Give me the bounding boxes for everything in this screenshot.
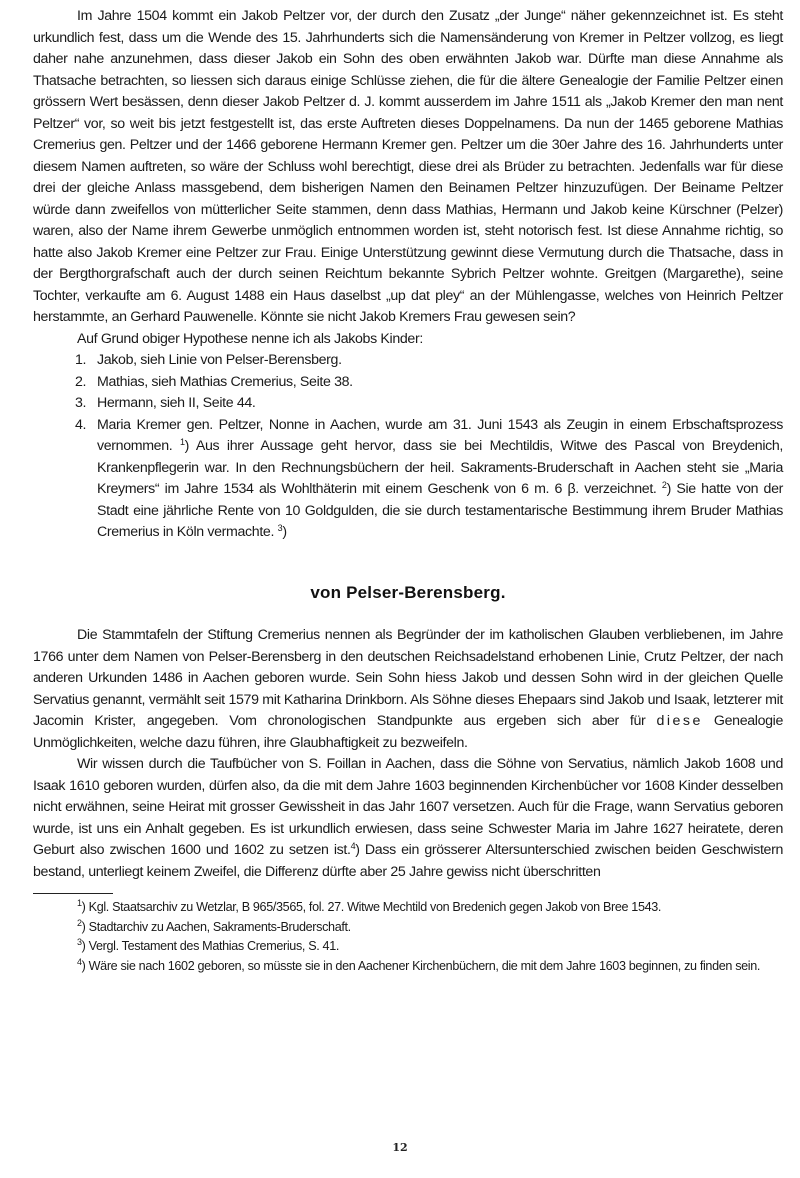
footnote xyxy=(33,898,783,918)
list-item xyxy=(33,372,783,394)
list-number: 4. xyxy=(75,416,87,433)
footnote-mark: 3 xyxy=(77,937,82,947)
footnote xyxy=(33,957,783,977)
footnote-divider xyxy=(33,893,113,894)
document-page xyxy=(33,6,783,976)
footnote xyxy=(33,918,783,938)
footnote-text: ) Wäre sie nach 1602 geboren, so müsste sie in den Aachener Kirchenbüchern, die mit dem Jahre 1603 beginnen, zu finden sein. xyxy=(81,958,761,973)
list-number: 1. xyxy=(75,352,87,368)
emphasized-word: diese xyxy=(656,713,703,729)
list-text: Maria Kremer gen. Peltzer, Nonne in Aachen, wurde am 31. Juni 1543 als Zeugin in einem Erbschaftsprozess vernommen. xyxy=(97,416,783,454)
paragraph-stammtafeln xyxy=(33,625,783,754)
footnote-text: ) Vergl. Testament des Mathias Cremerius, S. 41. xyxy=(81,939,340,953)
footnote-mark: 4 xyxy=(77,956,82,967)
footnote-ref[interactable]: 4 xyxy=(350,841,356,851)
list-text: ) Aus ihrer Aussage geht hervor, dass sie bei Mechtildis, Witwe des Pascal von Breydenich, Krankenpflegerin war. In den Rechnungsbüchern der heil. Sakraments-Bruderschaft in Aachen steht sie „Maria Kreymers“ im Jahre 1534 als Wohlthäterin mit einem Geschenk von 6 m. 6 β. verzeichnet. xyxy=(97,438,783,497)
list-text: ) xyxy=(282,524,287,540)
paragraph-text: Wir wissen durch die Taufbücher von S. Foillan in Aachen, dass die Söhne von Servatius, nämlich Jakob 1608 und Isaak 1610 geboren wurden, dürfen also, da die mit dem Jahre 1603 beginnenden Kirchenbücher vor 1608 Kinder desselben nicht erwähnen, seine Heirat mit grosser Gewissheit in das Jahr 1607 versetzen. Auch für die Frage, wann Servatius geboren wurde, ist uns ein Anhalt gegeben. Es ist urkundlich erwiesen, dass seine Schwester Maria im Jahre 1627 heiratete, deren Geburt also zwischen 1600 und 1602 zu setzen ist. xyxy=(33,756,783,858)
list-text: Hermann, sieh II, Seite 44. xyxy=(97,395,256,411)
list-number: 2. xyxy=(75,373,87,390)
footnote-mark: 2 xyxy=(77,917,82,928)
section-heading: von Pelser-Berensberg. xyxy=(310,582,506,602)
footnote-ref[interactable]: 1 xyxy=(180,437,185,447)
page-number: 12 xyxy=(392,1141,408,1154)
list-item xyxy=(33,350,783,372)
paragraph-text: Die Stammtafeln der Stiftung Cremerius nennen als Begründer der im katholischen Glauben verbliebenen, im Jahre 1766 unter dem Namen von Pelser-Berensberg in den deutschen Reichsadelstand erhobenen Linie, Crutz Peltzer, der nach anderen Urkunden 1486 in Aachen geboren wurde. Sein Sohn hiess Jakob und dessen Sohn wird in der gleichen Quelle Servatius genannt, vermählt seit 1579 mit Katharina Drinkborn. Als Söhne dieses Ehepaars sind Jakob und Isaak, letzterer mit Jacomin Krister, angegeben. Vom chronologischen Standpunkte aus ergeben sich aber für xyxy=(33,627,783,729)
list-text: Mathias, sieh Mathias Cremerius, Seite 38. xyxy=(97,373,353,390)
list-text: Jakob, sieh Linie von Pelser-Berensberg. xyxy=(97,352,342,368)
footnote xyxy=(33,937,783,957)
list-number: 3. xyxy=(75,395,87,411)
footnote-text: ) Kgl. Staatsarchiv zu Wetzlar, B 965/3565, fol. 27. Witwe Mechtild von Bredenich gegen Jakob von Bree 1543. xyxy=(81,900,662,914)
list-item xyxy=(33,393,783,415)
footnote-text: ) Stadtarchiv zu Aachen, Sakraments-Bruderschaft. xyxy=(81,919,351,934)
list-item xyxy=(33,415,783,544)
paragraph-text: ) Dass ein grösserer Altersunterschied zwischen beiden Geschwistern bestand, unterliegt keinem Zweifel, die Differenz dürfte aber 25 Jahre gewiss nicht überschritten xyxy=(33,842,783,880)
footnote-mark: 1 xyxy=(77,898,82,908)
paragraph-text: Genealogie Unmöglichkeiten, welche dazu führen, ihre Glaubhaftigkeit zu bezweifeln. xyxy=(33,713,783,751)
paragraph-jakob-peltzer: Im Jahre 1504 kommt ein Jakob Peltzer vor, der durch den Zusatz „der Junge“ näher gekennzeichnet ist. Es steht urkundlich fest, dass um die Wende des 15. Jahrhunderts sich die Namensänderung von Kremer in Peltzer vollzog, es liegt daher nahe anzunehmen, dass dieser Jakob ein Sohn des oben erwähnten Jakob war. Dürfte man diese Annahme als Thatsache betrachten, so liessen sich daraus einige Schlüsse ziehen, die für die ältere Genealogie der Familie Peltzer einen grössern Wert besässen, denn dieser Jakob Peltzer d. J. kommt ausserdem im Jahre 1511 als „Jakob Kremer den man nent Peltzer“ vor, so weit bis jetzt festgestellt ist, das erste Auftreten dieses Doppelnamens. Da nun der 1465 geborene Mathias Cremerius gen. Peltzer und der 1466 geborene Hermann Kremer gen. Peltzer um die 30er Jahre des 16. Jahrhunderts unter diesem Namen auftreten, so wäre der Schluss wohl berechtigt, diese drei als Brüder zu betrachten. Jedenfalls war für diese drei der gleiche Anlass massgebend, dem bisherigen Namen den Beinamen Peltzer hinzuzufügen. Der Beiname Peltzer würde dann zweifellos von mütterlicher Seite stammen, denn dass Mathias, Hermann und Jakob keine Kürschner (Pelzer) waren, also der Name ihrem Gewerbe unmöglich entnommen worden ist, steht notorisch fest. Ist diese Annahme richtig, so hatte also Jakob Kremer eine Peltzer zur Frau. Einige Unterstützung gewinnt diese Vermutung durch die Thatsache, dass in der Bergthorgrafschaft auch der durch seinen Reichtum bekannte Sybrich Peltzer wohnte. Greitgen (Margarethe), seine Tochter, verkaufte am 6. August 1488 ein Haus daselbst „up dat pley“ an der Mühlengasse, welches von Heinrich Peltzer herstammte, an Gerhard Pauwenelle. Könnte sie nicht Jakob Kremers Frau gewesen sein? xyxy=(33,8,783,325)
footnote-ref[interactable]: 2 xyxy=(661,480,667,490)
children-list xyxy=(33,350,783,544)
list-text: ) Sie hatte von der Stadt eine jährliche Rente von 10 Goldgulden, die sie durch testamentarische Bestimmung ihrem Bruder Mathias Cremerius in Köln vermachte. xyxy=(97,481,784,540)
paragraph-taufbuecher xyxy=(33,754,783,883)
children-list-lead: Auf Grund obiger Hypothese nenne ich als Jakobs Kinder: xyxy=(77,330,423,347)
footnote-ref[interactable]: 3 xyxy=(277,523,283,533)
